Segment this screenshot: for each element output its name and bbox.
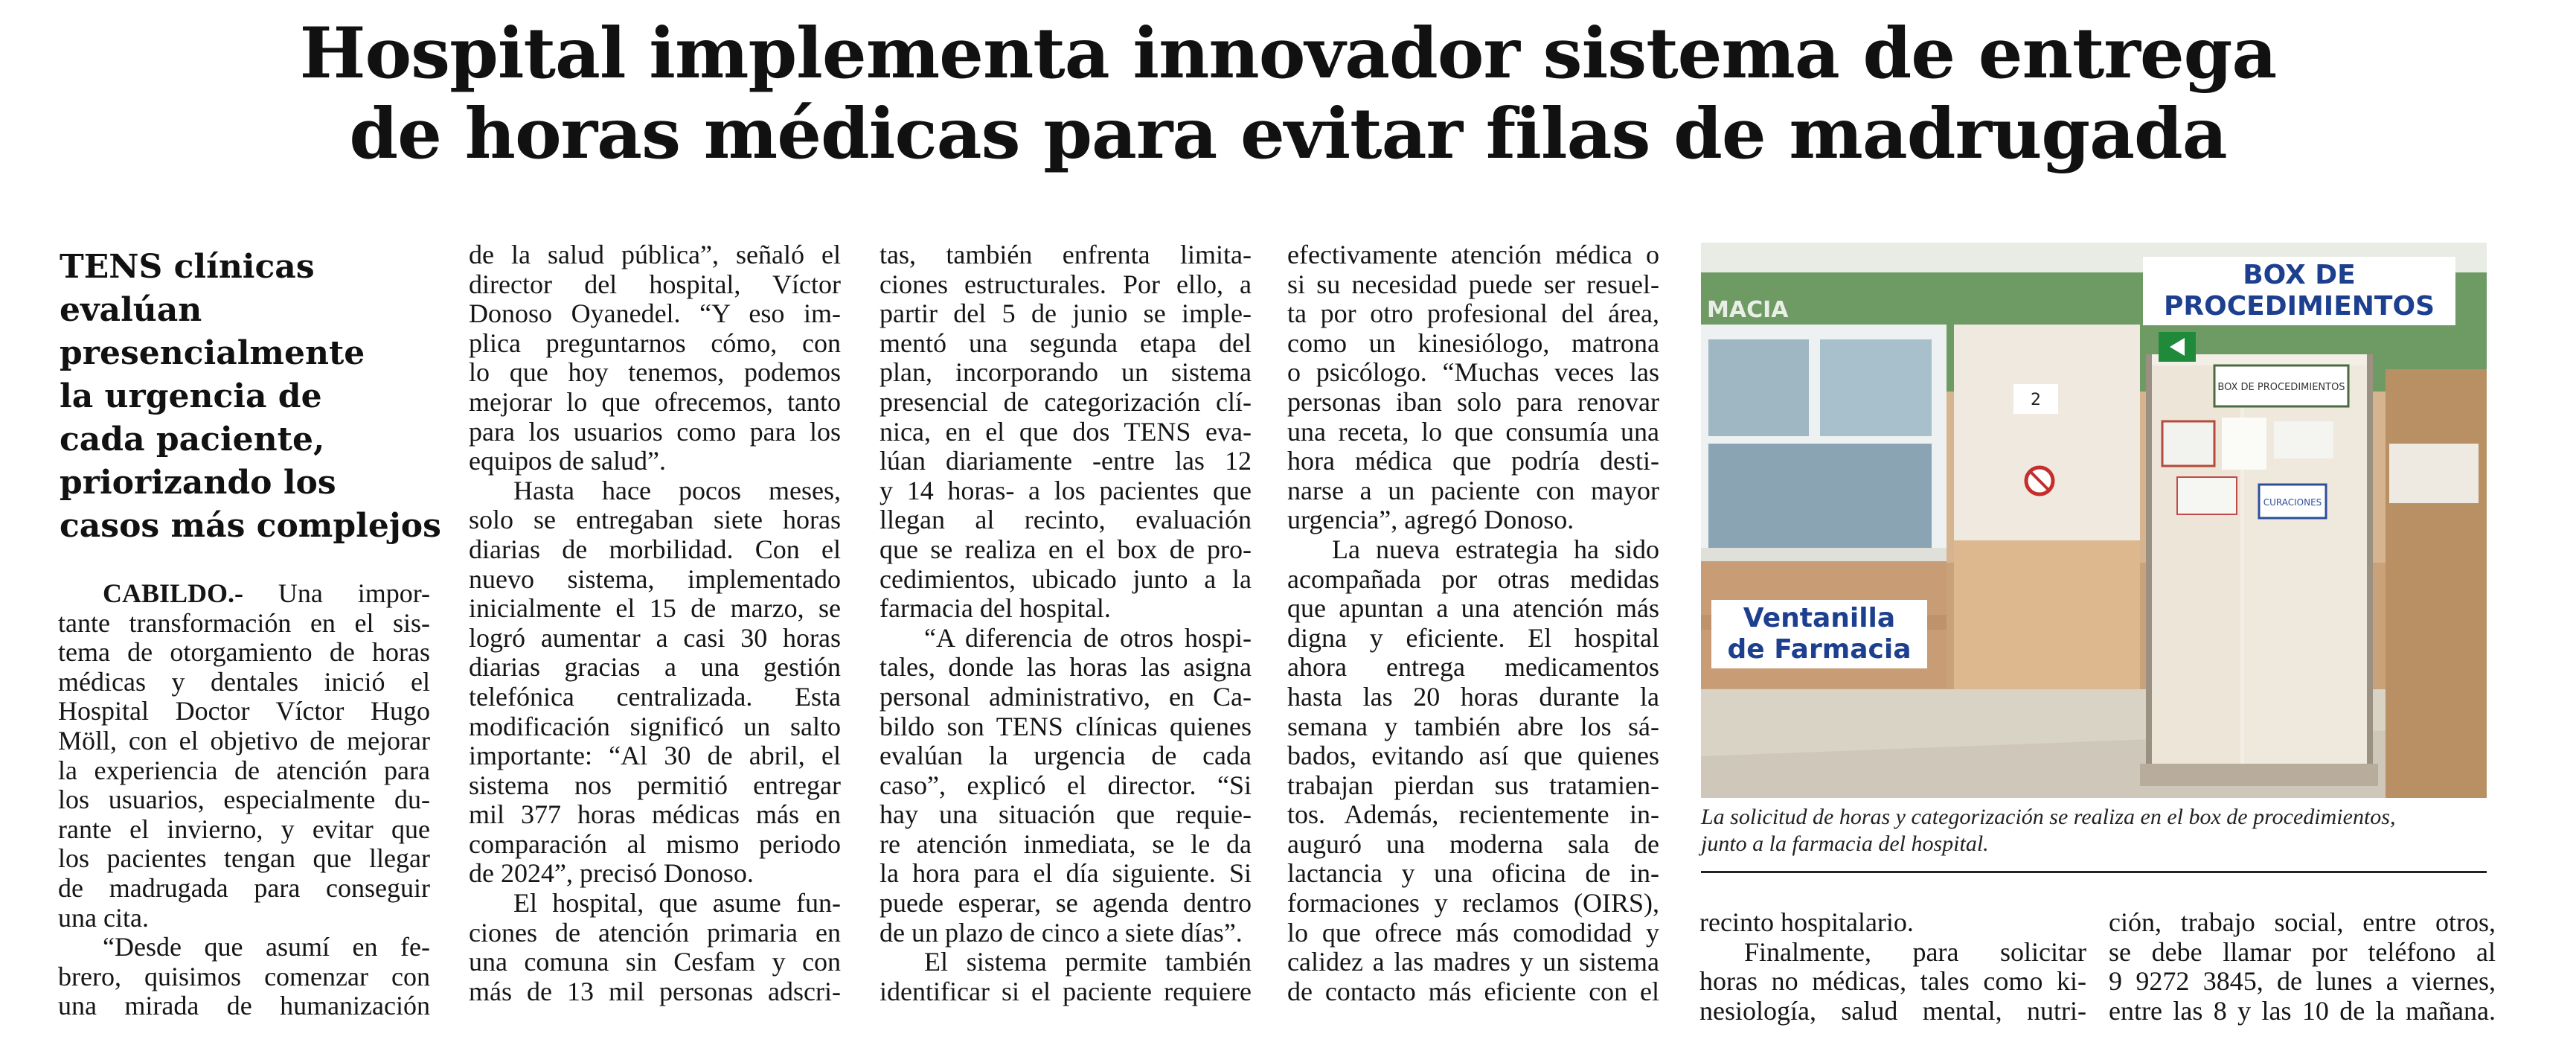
body-line: puede esperar, se agenda dentro xyxy=(880,889,1252,919)
body-line: una mirada de humanización xyxy=(58,991,430,1021)
deck-line: cada paciente, xyxy=(60,421,325,459)
body-line: nuevo sistema, implementado xyxy=(469,564,841,594)
article-column-1 xyxy=(58,579,430,1021)
body-line: médicas y dentales inició el xyxy=(58,667,430,697)
body-line: caso”, explicó el director. “Si xyxy=(880,770,1252,800)
body-line: la experiencia de atención para xyxy=(58,755,430,785)
body-line: urgencia”, agregó Donoso. xyxy=(1287,505,1574,535)
body-line: nica, en el que dos TENS eva- xyxy=(880,417,1252,447)
body-line: brero, quisimos comenzar con xyxy=(58,962,430,991)
body-line: como un kinesiólogo, matrona xyxy=(1287,328,1659,358)
body-line: mil 377 horas médicas más en xyxy=(469,800,841,830)
article-column-2 xyxy=(469,240,841,1006)
body-line: “A diferencia de otros hospi- xyxy=(924,623,1252,653)
body-line: Hospital Doctor Víctor Hugo xyxy=(58,697,430,726)
body-line: o psicólogo. “Muchas veces las xyxy=(1287,358,1659,388)
body-line: hay una situación que requie- xyxy=(880,800,1252,830)
body-line: ta por otro profesional del área, xyxy=(1287,299,1659,329)
dateline: CABILDO.- xyxy=(103,579,244,608)
deck-line: la urgencia de xyxy=(60,377,322,415)
body-line: mejorar lo que ofrecemos, tanto xyxy=(469,387,841,417)
body-line: digna y eficiente. El hospital xyxy=(1287,623,1659,653)
body-line: Möll, con el objetivo de mejorar xyxy=(58,726,430,755)
body-line: tales, donde las horas las asigna xyxy=(880,653,1252,683)
headline-line-1: Hospital implementa innovador sistema de entrega xyxy=(299,13,2277,95)
body-line: que se realiza en el box de pro- xyxy=(880,534,1252,564)
ventanilla-farmacia-sign: Ventanilla de Farmacia xyxy=(1711,600,1927,668)
deck-line: presencialmente xyxy=(60,334,365,372)
article-column-6 xyxy=(2109,908,2496,1026)
body-line: ciones estructurales. Por ello, a xyxy=(880,269,1252,299)
caption-line: La solicitud de horas y categorización se realiza en el box de procedimientos, xyxy=(1701,805,2396,829)
body-line: re atención inmediata, se le da xyxy=(880,829,1252,859)
deck-line: casos más complejos xyxy=(60,507,441,545)
body-line: si su necesidad puede ser resuel- xyxy=(1287,269,1659,299)
wall-text: MACIA xyxy=(1707,297,1789,323)
door-sign: BOX DE PROCEDIMIENTOS xyxy=(2217,382,2345,393)
body-line: modificación significó un salto xyxy=(469,712,841,741)
body-line: entre las 8 y las 10 de la mañana. xyxy=(2109,996,2496,1026)
body-line: cedimientos, ubicado junto a la xyxy=(880,564,1252,594)
body-line: telefónica centralizada. Esta xyxy=(469,682,841,712)
body-line: una cita. xyxy=(58,903,149,933)
body-line: ción, trabajo social, entre otros, xyxy=(2109,908,2496,937)
body-line: acompañada por otras medidas xyxy=(1287,564,1659,594)
photo-caption xyxy=(1701,804,2487,857)
body-line: plan, incorporando un sistema xyxy=(880,358,1252,388)
body-line: ahora entrega medicamentos xyxy=(1287,653,1659,683)
body-line: La nueva estrategia ha sido xyxy=(1332,534,1659,564)
body-line: de un plazo de cinco a siete días”. xyxy=(880,918,1243,948)
body-line: Hasta hace pocos meses, xyxy=(513,476,841,505)
body-line: de madrugada para conseguir xyxy=(58,873,430,903)
body-line: de contacto más eficiente con el xyxy=(1287,977,1659,1006)
body-line: tante transformación en el sis- xyxy=(58,608,430,638)
body-line: director del hospital, Víctor xyxy=(469,269,841,299)
body-line: para los usuarios como para los xyxy=(469,417,841,447)
body-line: tos. Además, recientemente in- xyxy=(1287,800,1659,830)
body-line: diarias de morbilidad. Con el xyxy=(469,534,841,564)
body-line: partir del 5 de junio se imple- xyxy=(880,299,1252,329)
body-line: bildo son TENS clínicas quienes xyxy=(880,712,1252,741)
body-line: de 2024”, precisó Donoso. xyxy=(469,859,754,889)
body-line: de la salud pública”, señaló el xyxy=(469,240,841,269)
body-line: inicialmente el 15 de marzo, se xyxy=(469,594,841,624)
body-line: que apuntan a una atención más xyxy=(1287,594,1659,624)
curaciones-sign: CURACIONES xyxy=(2263,497,2322,508)
body-line: formaciones y reclamos (OIRS), xyxy=(1287,889,1659,919)
body-line: diarias gracias a una gestión xyxy=(469,653,841,683)
body-line: lúan diariamente -entre las 12 xyxy=(880,447,1252,476)
body-line: lo que hoy tenemos, podemos xyxy=(469,358,841,388)
body-line: una receta, lo que consumía una xyxy=(1287,417,1659,447)
body-line: recinto hospitalario. xyxy=(1699,908,1914,937)
body-line: sistema nos permitió entregar xyxy=(469,770,841,800)
article-column-4 xyxy=(1287,240,1659,1006)
body-line: personas iban solo para renovar xyxy=(1287,387,1659,417)
body-line: evalúan la urgencia de cada xyxy=(880,741,1252,771)
body-line: “Desde que asumí en fe- xyxy=(103,933,430,962)
body-line: identificar si el paciente requiere xyxy=(880,977,1252,1006)
body-line: trabajan pierdan sus tratamien- xyxy=(1287,770,1659,800)
article-photo xyxy=(1701,243,2487,798)
body-line: auguró una moderna sala de xyxy=(1287,829,1659,859)
body-line: comparación al mismo periodo xyxy=(469,829,841,859)
body-line: los usuarios, especialmente du- xyxy=(58,785,430,815)
body-line: logró aumentar a casi 30 horas xyxy=(469,623,841,653)
body-line: Donoso Oyanedel. “Y eso im- xyxy=(469,299,841,329)
body-line: bados, evitando así que quienes xyxy=(1287,741,1659,771)
body-line: CABILDO.- Una impor- xyxy=(103,579,430,608)
body-line: tas, también enfrenta limita- xyxy=(880,240,1252,269)
body-line: 9 9272 3845, de lunes a viernes, xyxy=(2109,967,2496,997)
body-line: presencial de categorización clí- xyxy=(880,387,1252,417)
body-line: tema de otorgamiento de horas xyxy=(58,638,430,668)
caption-divider xyxy=(1701,871,2487,873)
body-line: más de 13 mil personas adscri- xyxy=(469,977,841,1006)
body-line: lactancia y una oficina de in- xyxy=(1287,859,1659,889)
body-line: Finalmente, para solicitar xyxy=(1744,937,2086,967)
box-procedimientos-sign: BOX DE PROCEDIMIENTOS xyxy=(2143,257,2455,325)
body-line: plica preguntarnos cómo, con xyxy=(469,328,841,358)
body-line: importante: “Al 30 de abril, el xyxy=(469,741,841,771)
door-number: 2 xyxy=(2031,391,2041,409)
body-line: se debe llamar por teléfono al xyxy=(2109,937,2496,967)
body-line: lo que ofrece más comodidad y xyxy=(1287,918,1659,948)
article-column-3 xyxy=(880,240,1252,1006)
article-column-5 xyxy=(1699,908,2086,1026)
body-line: mentó una segunda etapa del xyxy=(880,328,1252,358)
body-line: personal administrativo, en Ca- xyxy=(880,682,1252,712)
body-line: ciones de atención primaria en xyxy=(469,918,841,948)
body-line: farmacia del hospital. xyxy=(880,594,1111,624)
headline-line-2: de horas médicas para evitar filas de madrugada xyxy=(349,93,2227,175)
body-line: semana y también abre los sá- xyxy=(1287,712,1659,741)
body-line: y 14 horas- a los pacientes que xyxy=(880,476,1252,505)
body-line: hora médica que podría desti- xyxy=(1287,447,1659,476)
body-line: equipos de salud”. xyxy=(469,447,666,476)
body-line: la hora para el día siguiente. Si xyxy=(880,859,1252,889)
body-line: rante el invierno, y evitar que xyxy=(58,814,430,844)
body-line: calidez a las madres y un sistema xyxy=(1287,948,1659,977)
body-line: efectivamente atención médica o xyxy=(1287,240,1659,269)
deck-line: TENS clínicas xyxy=(60,248,315,286)
body-line: llegan al recinto, evaluación xyxy=(880,505,1252,535)
body-line: hasta las 20 horas durante la xyxy=(1287,682,1659,712)
caption-line: junto a la farmacia del hospital. xyxy=(1701,831,1989,856)
deck-line: priorizando los xyxy=(60,464,336,502)
body-line: solo se entregaban siete horas xyxy=(469,505,841,535)
body-line: los pacientes tengan que llegar xyxy=(58,844,430,874)
deck-subheadline xyxy=(60,246,441,548)
body-line: nesiología, salud mental, nutri- xyxy=(1699,996,2086,1026)
headline xyxy=(0,13,2576,174)
body-line: una comuna sin Cesfam y con xyxy=(469,948,841,977)
deck-line: evalúan xyxy=(60,291,202,329)
body-line: El sistema permite también xyxy=(924,948,1252,977)
body-line: horas no médicas, tales como ki- xyxy=(1699,967,2086,997)
body-line: narse a un paciente con mayor xyxy=(1287,476,1659,505)
body-line: El hospital, que asume fun- xyxy=(513,889,841,919)
